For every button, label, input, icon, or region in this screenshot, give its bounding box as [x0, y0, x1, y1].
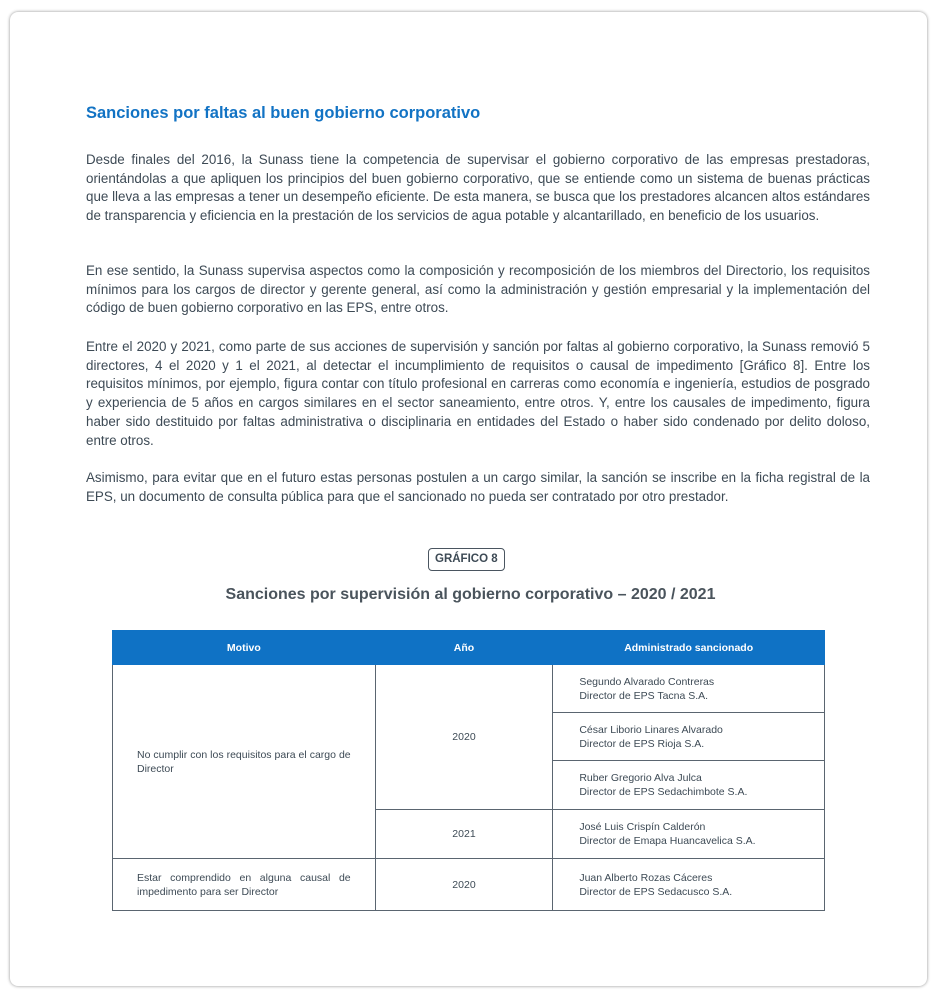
- person-name: José Luis Crispín Calderón: [579, 821, 706, 833]
- person-role: Director de EPS Sedachimbote S.A.: [579, 786, 748, 798]
- person-role: Director de EPS Rioja S.A.: [579, 737, 705, 750]
- paragraph-1: Desde finales del 2016, la Sunass tiene la competencia de supervisar el gobierno corporativo de las empresas prestadoras, orientándolas a que apliquen los principios del buen gobierno corporativo, que se entiende como un sistema de buenas prácticas que lleva a las empresas a tener un desempeño eficiente. De esta manera, se busca que los prestadores alcancen altos estándares de transparencia y eficiencia en la prestación de los servicios de agua potable y alcantarillado, en beneficio de los usuarios.: [86, 152, 870, 224]
- person-cell: [553, 665, 825, 713]
- table-header-row: [113, 631, 825, 665]
- person-name: Juan Alberto Rozas Cáceres: [579, 871, 713, 884]
- paragraph-2: En ese sentido, la Sunass supervisa aspectos como la composición y recomposición de los miembros del Directorio, los requisitos mínimos para los cargos de director y gerente general, así como la administración y gestión empresarial y la implementación del código de buen gobierno corporativo en las EPS, entre otros.: [86, 263, 870, 316]
- header-motivo: Motivo: [113, 631, 376, 665]
- year-cell: 2021: [375, 810, 553, 859]
- sanctions-table: [112, 630, 825, 911]
- header-anio: Año: [375, 631, 553, 665]
- person-name: Segundo Alvarado Contreras: [579, 675, 715, 688]
- year-cell: 2020: [375, 665, 553, 810]
- person-role: Director de EPS Sedacusco S.A.: [579, 885, 733, 898]
- motivo-text: No cumplir con los requisitos para el cargo de Director: [137, 748, 351, 775]
- table-row: [113, 859, 825, 911]
- person-cell: [553, 713, 825, 761]
- table-row: [113, 665, 825, 713]
- paragraph-4: Asimismo, para evitar que en el futuro estas personas postulen a un cargo similar, la sanción se inscribe en la ficha registral de la EPS, un documento de consulta pública para que el sancionado no pueda ser contratado por otro prestador.: [86, 470, 870, 504]
- paragraph-3: Entre el 2020 y 2021, como parte de sus acciones de supervisión y sanción por faltas al gobierno corporativo, la Sunass removió 5 directores, 4 el 2020 y 1 el 2021, al detectar el incumplimiento de requisitos o causal de impedimento [Gráfico 8]. Entre los requisitos mínimos, por ejemplo, figura contar con título profesional en carreras como economía e ingeniería, estudios de posgrado y experiencia de 5 años en cargos similares en el sector saneamiento, entre otros. Y, entre los causales de impedimento, figura haber sido destituido por faltas administrativa o disciplinaria en entidades del Estado o haber sido condenado por delito doloso, entre otros.: [86, 339, 870, 448]
- person-cell: [553, 810, 825, 859]
- person-name: César Liborio Linares Alvarado: [579, 723, 723, 736]
- section-title: Sanciones por faltas al buen gobierno corporativo: [86, 104, 481, 122]
- person-cell: [553, 761, 825, 810]
- person-role: Director de Emapa Huancavelica S.A.: [579, 835, 756, 847]
- person-cell: [553, 859, 825, 911]
- article-body: [86, 102, 870, 504]
- header-administrado: Administrado sancionado: [553, 631, 825, 665]
- figure-title: Sanciones por supervisión al gobierno corporativo – 2020 / 2021: [225, 586, 716, 603]
- person-role: Director de EPS Tacna S.A.: [579, 689, 709, 702]
- year-cell: 2020: [375, 859, 553, 911]
- figure-badge: GRÁFICO 8: [428, 548, 505, 571]
- motivo-cell: [113, 859, 376, 911]
- motivo-cell: [113, 665, 376, 859]
- person-name: Ruber Gregorio Alva Julca: [579, 772, 702, 784]
- motivo-text: Estar comprendido en alguna causal de impedimento para ser Director: [137, 871, 351, 898]
